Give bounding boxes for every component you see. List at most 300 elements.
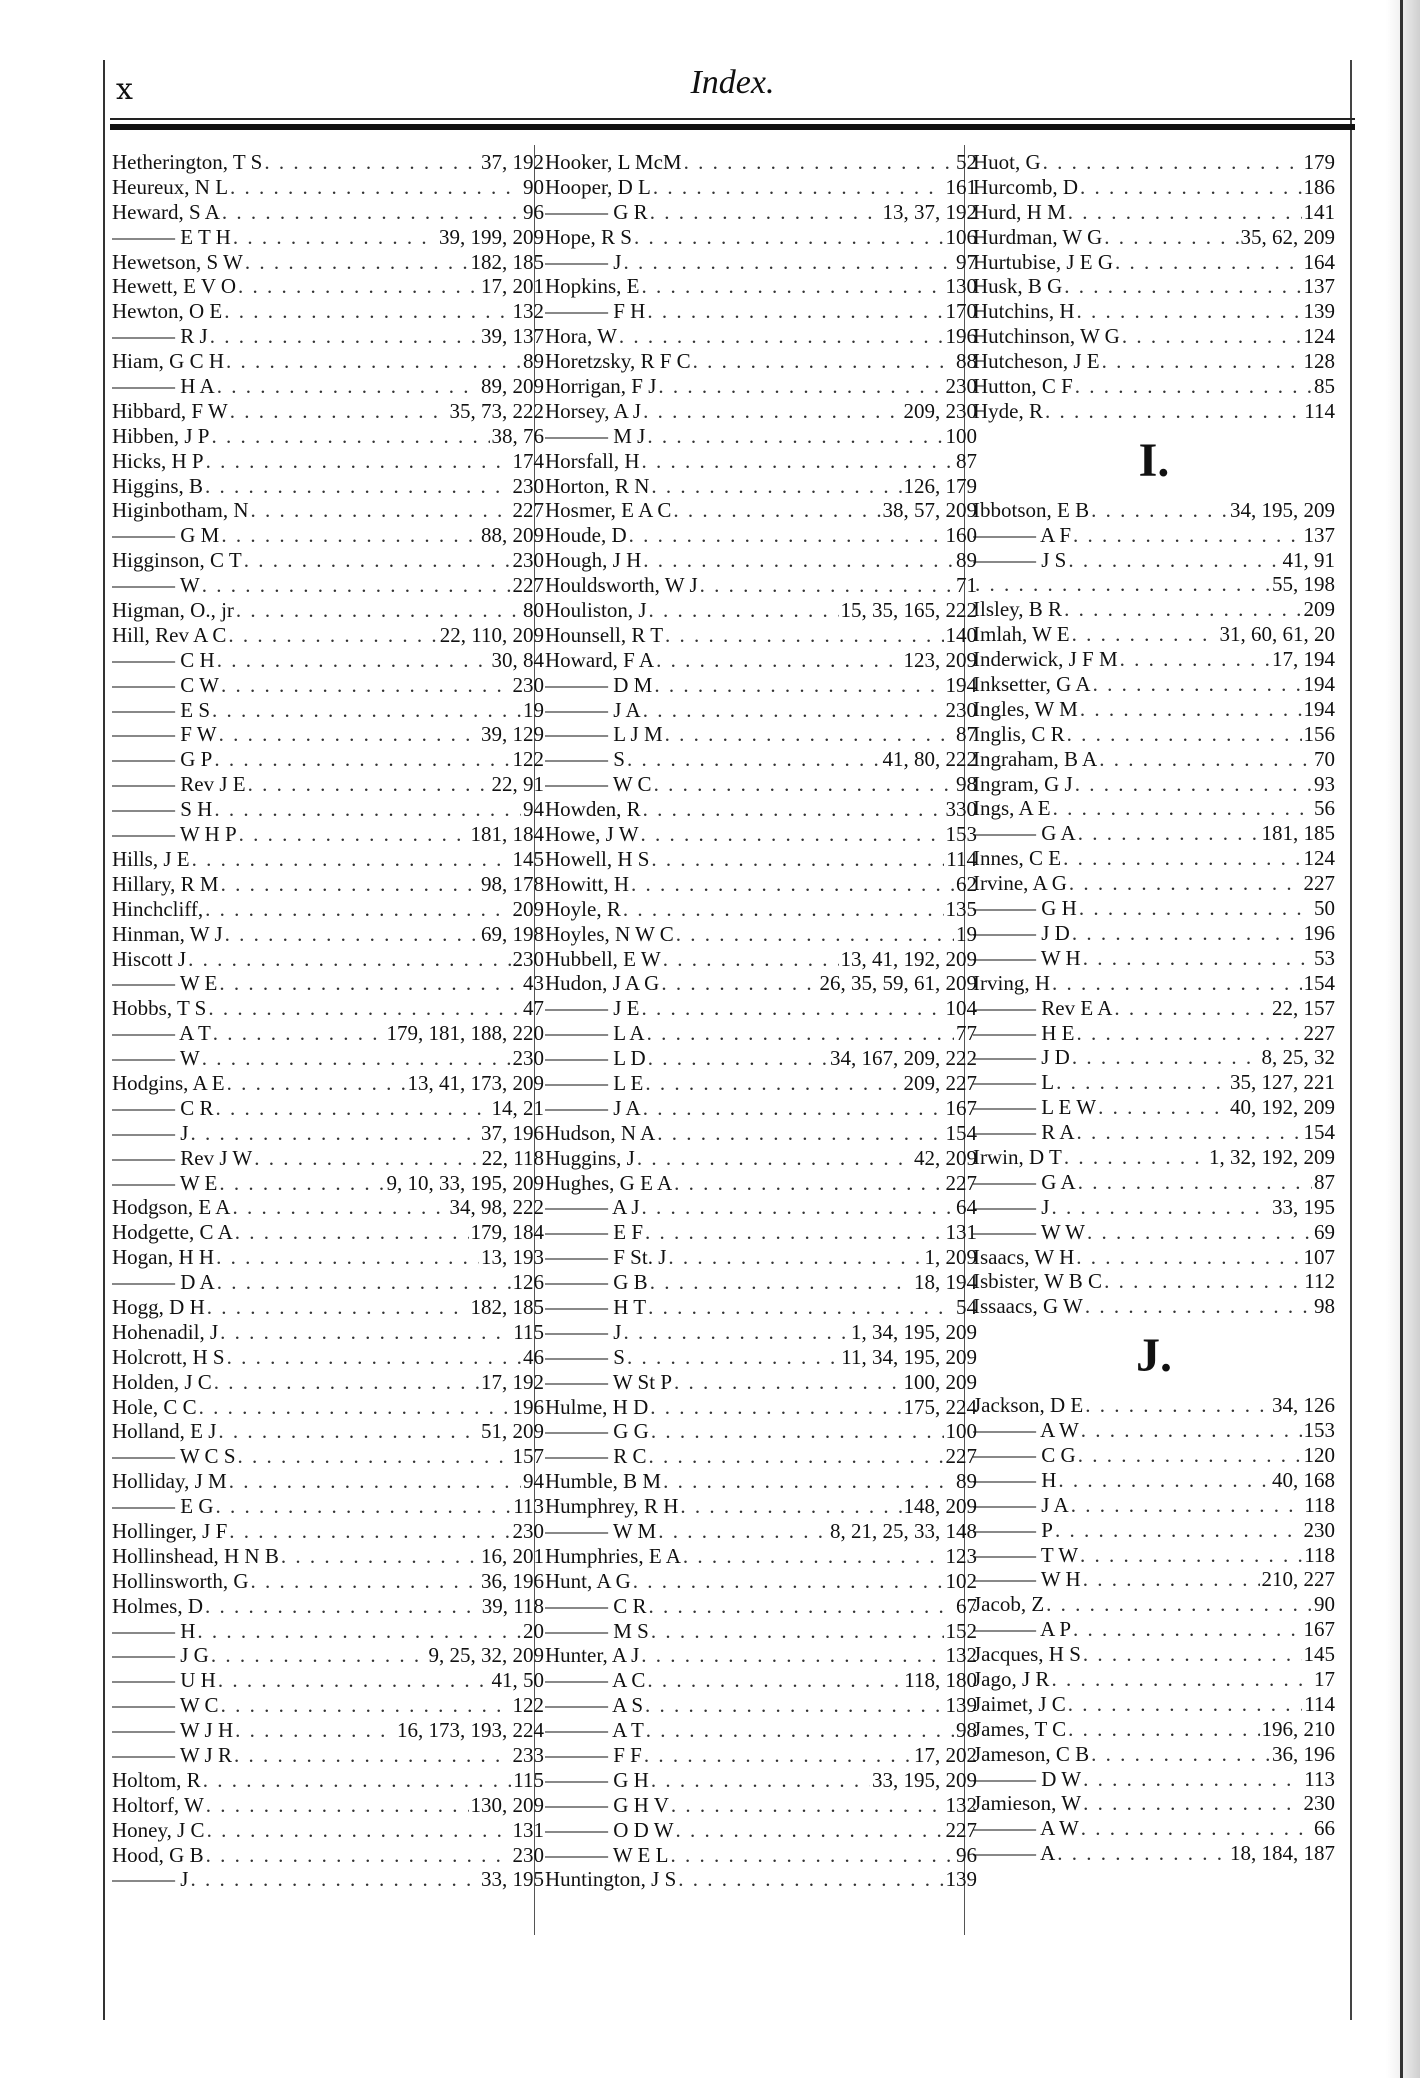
- entry-name: ——— G A: [973, 821, 1076, 846]
- entry-name: ——— E F: [545, 1220, 644, 1245]
- index-entry: [545, 1743, 977, 1768]
- entry-name: Hicks, H P: [112, 448, 204, 473]
- entry-pages: 115: [513, 1319, 544, 1344]
- dot-leader: [1072, 622, 1218, 647]
- dot-leader: [236, 598, 521, 623]
- dot-leader: [228, 623, 437, 648]
- entry-pages: 209, 227: [903, 1070, 977, 1095]
- dot-leader: [650, 1395, 901, 1420]
- entry-pages: 230: [512, 548, 544, 573]
- entry-pages: 34, 98, 222: [449, 1195, 544, 1220]
- entry-pages: 174: [512, 448, 544, 473]
- entry-pages: 33, 195, 209: [872, 1767, 977, 1792]
- entry-name: Hodgins, A E: [112, 1070, 225, 1095]
- dot-leader: [1063, 846, 1301, 871]
- dot-leader: [680, 1494, 901, 1519]
- index-entry: [973, 1220, 1335, 1245]
- entry-name: ——— F H: [545, 299, 646, 324]
- entry-pages: 9, 25, 32, 209: [428, 1643, 544, 1668]
- entry-name: Hetherington, T S: [112, 150, 263, 174]
- entry-name: ——— R J: [112, 324, 208, 349]
- entry-name: Houde, D: [545, 523, 627, 548]
- entry-name: Hooper, D L: [545, 174, 651, 199]
- entry-pages: 1, 209: [924, 1245, 977, 1270]
- entry-name: ——— J: [112, 1120, 189, 1145]
- entry-pages: 123, 209: [903, 647, 977, 672]
- entry-pages: 130, 209: [470, 1792, 544, 1817]
- entry-name: ——— H: [112, 1618, 196, 1643]
- entry-pages: 34, 195, 209: [1230, 497, 1335, 522]
- dot-leader: [641, 822, 944, 847]
- dot-leader: [653, 175, 944, 200]
- entry-name: Hillary, R M: [112, 871, 219, 896]
- index-entry: [545, 1469, 977, 1494]
- index-entry: [112, 722, 544, 747]
- dot-leader: [235, 1220, 469, 1245]
- entry-pages: 98: [956, 772, 977, 797]
- dot-leader: [643, 698, 944, 723]
- entry-pages: 90: [1314, 1592, 1335, 1617]
- entry-pages: 13, 41, 192, 209: [840, 946, 977, 971]
- index-entry: [973, 722, 1335, 747]
- dot-leader: [192, 847, 511, 872]
- entry-name: ——— D W: [973, 1766, 1082, 1791]
- dot-leader: [245, 250, 469, 275]
- dot-leader: [1068, 200, 1302, 225]
- dot-leader: [230, 175, 521, 200]
- index-entry: [545, 573, 977, 598]
- dot-leader: [1091, 498, 1228, 523]
- dot-leader: [1099, 747, 1312, 772]
- entry-name: Ibbotson, E B: [973, 497, 1090, 522]
- entry-pages: 167: [1303, 1617, 1335, 1642]
- index-entry: [545, 722, 977, 747]
- dot-leader: [1071, 1493, 1303, 1518]
- entry-pages: 88: [956, 349, 977, 374]
- entry-pages: 227: [512, 573, 544, 598]
- entry-pages: 170: [945, 299, 977, 324]
- index-entry: [112, 847, 544, 872]
- dot-leader: [649, 598, 839, 623]
- dot-leader: [665, 623, 943, 648]
- index-entry: [973, 1443, 1335, 1468]
- index-entry: [545, 996, 977, 1021]
- dot-leader: [658, 1519, 828, 1544]
- entry-pages: 227: [1303, 871, 1335, 896]
- dot-leader: [1052, 971, 1302, 996]
- dot-leader: [1081, 1418, 1302, 1443]
- entry-pages: 13, 37, 192: [882, 199, 977, 224]
- dot-leader: [208, 996, 521, 1021]
- index-entry: [545, 299, 977, 324]
- entry-name: Hoyle, R: [545, 896, 621, 921]
- dot-leader: [1064, 1145, 1207, 1170]
- entry-pages: 55, 198: [1272, 572, 1335, 597]
- dot-leader: [219, 971, 521, 996]
- entry-name: ——— J A: [545, 697, 641, 722]
- dot-leader: [643, 1096, 944, 1121]
- index-entry: [545, 1818, 977, 1843]
- dot-leader: [210, 324, 479, 349]
- entry-name: Holliday, J M: [112, 1469, 227, 1494]
- dot-leader: [654, 772, 954, 797]
- dot-leader: [1085, 1294, 1312, 1319]
- dot-leader: [684, 150, 954, 175]
- dot-leader: [205, 1594, 480, 1619]
- entry-pages: 43: [523, 971, 544, 996]
- entry-pages: 124: [1303, 846, 1335, 871]
- entry-name: Hill, Rev A C: [112, 622, 227, 647]
- entry-pages: 181, 185: [1261, 821, 1335, 846]
- entry-name: Huggins, J: [545, 1145, 635, 1170]
- dot-leader: [678, 1867, 943, 1892]
- dot-leader: [647, 424, 943, 449]
- index-entry: [545, 498, 977, 523]
- entry-name: ——— A F: [973, 522, 1072, 547]
- dot-leader: [221, 1693, 511, 1718]
- entry-name: Holcrott, H S: [112, 1344, 225, 1369]
- dot-leader: [668, 1245, 922, 1270]
- index-entry: [973, 1070, 1335, 1095]
- entry-pages: 154: [1303, 1120, 1335, 1145]
- index-entry: [545, 250, 977, 275]
- entry-name: Holmes, D: [112, 1593, 203, 1618]
- index-entry: [545, 897, 977, 922]
- entry-pages: 107: [1303, 1244, 1335, 1269]
- entry-name: Ilsley, B R: [973, 597, 1063, 622]
- dot-leader: [1079, 896, 1312, 921]
- entry-pages: 8, 25, 32: [1261, 1045, 1335, 1070]
- dot-leader: [199, 1395, 511, 1420]
- index-entry: [112, 673, 544, 698]
- entry-pages: 209, 230: [903, 398, 977, 423]
- index-entry: [545, 1444, 977, 1469]
- dot-leader: [643, 399, 901, 424]
- dot-leader: [665, 722, 954, 747]
- entry-name: ——— J: [112, 1867, 189, 1892]
- entry-name: ——— Rev J E: [112, 772, 246, 797]
- entry-name: Hiam, G C H: [112, 349, 224, 374]
- index-entry: [545, 822, 977, 847]
- dot-leader: [1068, 1692, 1303, 1717]
- entry-name: Howard, F A: [545, 647, 655, 672]
- page-edge-line: [1400, 0, 1403, 2078]
- index-entry: [973, 996, 1335, 1021]
- index-entry: [112, 449, 544, 474]
- entry-pages: 96: [956, 1842, 977, 1867]
- index-entry: [112, 947, 544, 972]
- index-entry: [973, 1567, 1335, 1592]
- entry-pages: 33, 195: [481, 1867, 544, 1892]
- index-entry: [545, 1519, 977, 1544]
- entry-pages: 17, 202: [914, 1743, 977, 1767]
- section-heading: J.: [1136, 1329, 1172, 1383]
- entry-pages: 15, 35, 165, 222: [840, 598, 977, 623]
- entry-pages: 186: [1303, 174, 1335, 199]
- entry-name: ——— J: [545, 1319, 622, 1344]
- index-entry: [545, 1021, 977, 1046]
- dot-leader: [674, 1370, 901, 1395]
- entry-pages: 182, 185: [470, 1294, 544, 1319]
- entry-name: ——— W E: [112, 1170, 218, 1195]
- entry-pages: 154: [1303, 970, 1335, 995]
- index-entry: [973, 971, 1335, 996]
- index-entry: [973, 349, 1335, 374]
- entry-name: ——— H E: [973, 1020, 1075, 1045]
- entry-name: Hodgette, C A: [112, 1220, 233, 1245]
- index-entry: [112, 1469, 544, 1494]
- dot-leader: [190, 1867, 479, 1892]
- dot-leader: [1102, 349, 1302, 374]
- entry-name: Hiscott J: [112, 946, 187, 971]
- dot-leader: [217, 1270, 511, 1295]
- index-entry: [973, 896, 1335, 921]
- entry-pages: 69: [1314, 1219, 1335, 1244]
- index-entry: [112, 1171, 544, 1196]
- dot-leader: [1083, 1767, 1302, 1792]
- entry-pages: 160: [945, 523, 977, 548]
- index-entry: [112, 349, 544, 374]
- index-entry: [973, 250, 1335, 275]
- dot-leader: [207, 1818, 511, 1843]
- index-entry: [112, 1818, 544, 1843]
- entry-name: Hogan, H H: [112, 1245, 215, 1270]
- entry-name: Humphries, E A: [545, 1543, 681, 1568]
- dot-leader: [1051, 1195, 1270, 1220]
- entry-name: Hurtubise, J E G: [973, 249, 1113, 274]
- index-entry: [112, 971, 544, 996]
- index-entry: [973, 498, 1335, 523]
- index-entry: [112, 1320, 544, 1345]
- dot-leader: [629, 523, 944, 548]
- index-entry: [973, 1095, 1335, 1120]
- index-entry: [545, 1345, 977, 1370]
- entry-pages: 114: [946, 846, 977, 871]
- entry-pages: 35, 127, 221: [1230, 1070, 1335, 1095]
- entry-name: Hounsell, R T: [545, 622, 664, 647]
- dot-leader: [1078, 821, 1260, 846]
- entry-pages: 132: [512, 299, 544, 324]
- entry-pages: 140: [945, 622, 977, 647]
- dot-leader: [207, 1295, 469, 1320]
- entry-name: ——— G H: [973, 896, 1077, 921]
- dot-leader: [1114, 996, 1270, 1021]
- entry-name: Hodgson, E A: [112, 1195, 231, 1220]
- dot-leader: [1073, 523, 1301, 548]
- entry-pages: 182, 185: [470, 249, 544, 274]
- index-entry: [973, 1592, 1335, 1617]
- dot-leader: [224, 299, 510, 324]
- index-entry: [112, 1046, 544, 1071]
- dot-leader: [645, 1071, 901, 1096]
- entry-pages: 179, 181, 188, 220: [386, 1021, 544, 1046]
- index-entry: [545, 1544, 977, 1569]
- index-entry: [112, 324, 544, 349]
- index-entry: [112, 1494, 544, 1519]
- entry-pages: 87: [1314, 1169, 1335, 1194]
- entry-pages: 233: [512, 1743, 544, 1767]
- entry-pages: 98: [956, 1718, 977, 1743]
- entry-name: Hutcheson, J E: [973, 349, 1100, 374]
- entry-name: ——— J A: [545, 1095, 641, 1120]
- dot-leader: [1057, 1841, 1228, 1866]
- entry-name: Huot, G: [973, 150, 1041, 174]
- entry-pages: 51, 209: [481, 1419, 544, 1444]
- dot-leader: [1080, 697, 1302, 722]
- entry-pages: 230: [945, 374, 977, 399]
- entry-pages: 94: [523, 1469, 544, 1494]
- entry-pages: 210, 227: [1261, 1567, 1335, 1592]
- dot-leader: [1072, 921, 1302, 946]
- entry-name: ——— A S: [545, 1693, 644, 1718]
- entry-pages: 230: [945, 697, 977, 722]
- entry-name: Jacob, Z: [973, 1592, 1045, 1617]
- index-entry: [973, 1841, 1335, 1866]
- dot-leader: [227, 1345, 521, 1370]
- dot-leader: [251, 498, 511, 523]
- index-column-3: [973, 150, 1335, 1930]
- entry-pages: 179, 184: [470, 1220, 544, 1245]
- index-entry: [545, 1419, 977, 1444]
- entry-pages: 156: [1303, 721, 1335, 746]
- entry-pages: 104: [945, 996, 977, 1021]
- entry-name: Hewett, E V O: [112, 274, 237, 299]
- entry-pages: 38, 57, 209: [882, 498, 977, 523]
- dot-leader: [1083, 1791, 1301, 1816]
- index-entry: [112, 374, 544, 399]
- dot-leader: [238, 1444, 511, 1469]
- entry-pages: 126: [512, 1270, 544, 1295]
- entry-pages: 70: [1314, 746, 1335, 771]
- index-column-1: [112, 150, 544, 1930]
- entry-pages: 230: [1303, 1517, 1335, 1542]
- index-entry: [112, 1419, 544, 1444]
- entry-name: Husk, B G: [973, 274, 1063, 299]
- index-entry: [112, 498, 544, 523]
- entry-pages: 209: [1303, 597, 1335, 622]
- index-entry: [545, 1619, 977, 1644]
- index-entry: [973, 299, 1335, 324]
- entry-name: ——— C G: [973, 1442, 1076, 1467]
- entry-name: ——— J D: [973, 1045, 1070, 1070]
- dot-leader: [642, 1195, 954, 1220]
- index-entry: [112, 274, 544, 299]
- entry-pages: 40, 168: [1272, 1467, 1335, 1492]
- dot-leader: [647, 1021, 954, 1046]
- index-entry: [545, 648, 977, 673]
- entry-pages: 230: [512, 1842, 544, 1867]
- entry-pages: 227: [945, 1170, 977, 1195]
- entry-name: Hewton, O E: [112, 299, 223, 324]
- index-entry: [973, 572, 1335, 597]
- dot-leader: [627, 747, 881, 772]
- index-entry: [545, 1395, 977, 1420]
- entry-name: Isbister, W B C: [973, 1269, 1103, 1294]
- index-entry: [545, 1096, 977, 1121]
- index-entry: [112, 648, 544, 673]
- entry-pages: 157: [512, 1444, 544, 1469]
- entry-name: ——— D M: [545, 672, 653, 697]
- entry-name: ——— G H: [545, 1767, 649, 1792]
- entry-name: Hooker, L McM: [545, 150, 682, 174]
- entry-pages: 153: [945, 822, 977, 847]
- index-entry: [545, 872, 977, 897]
- index-entry: [545, 399, 977, 424]
- entry-name: ——— G B: [545, 1270, 648, 1295]
- entry-pages: 113: [513, 1494, 544, 1519]
- index-entry: [112, 872, 544, 897]
- index-entry: [545, 1071, 977, 1096]
- dot-leader: [644, 1743, 912, 1768]
- index-entry: [112, 548, 544, 573]
- index-entry: [973, 1667, 1335, 1692]
- dot-leader: [230, 399, 448, 424]
- dot-leader: [1122, 324, 1302, 349]
- entry-name: ——— S: [545, 1344, 625, 1369]
- dot-leader: [670, 1843, 954, 1868]
- index-entry: [545, 1569, 977, 1594]
- entry-pages: 128: [1303, 349, 1335, 374]
- dot-leader: [645, 1220, 943, 1245]
- entry-pages: 69, 198: [481, 921, 544, 946]
- entry-name: ——— S H: [112, 797, 213, 822]
- index-entry: [112, 1693, 544, 1718]
- index-entry: [545, 847, 977, 872]
- index-entry: [112, 897, 544, 922]
- entry-pages: 131: [512, 1817, 544, 1842]
- entry-pages: 230: [1303, 1791, 1335, 1816]
- entry-pages: 64: [956, 1195, 977, 1220]
- index-entry: [545, 1793, 977, 1818]
- index-entry: [545, 1370, 977, 1395]
- entry-pages: 11, 34, 195, 209: [841, 1344, 977, 1369]
- entry-name: Horetzsky, R F C: [545, 349, 691, 374]
- index-entry: [545, 1171, 977, 1196]
- entry-name: Houldsworth, W J: [545, 573, 698, 598]
- entry-pages: 42, 209: [914, 1145, 977, 1170]
- entry-pages: 34, 126: [1272, 1393, 1335, 1418]
- entry-pages: 67: [956, 1593, 977, 1618]
- entry-name: Horsey, A J: [545, 398, 642, 423]
- entry-pages: 36, 196: [481, 1568, 544, 1593]
- index-entry: [545, 1668, 977, 1693]
- entry-pages: 230: [512, 946, 544, 971]
- entry-pages: 106: [945, 224, 977, 249]
- dot-leader: [1080, 175, 1302, 200]
- entry-name: James, T C: [973, 1716, 1067, 1741]
- entry-name: ——— A C: [545, 1668, 646, 1693]
- index-entry: [545, 324, 977, 349]
- dot-leader: [650, 200, 881, 225]
- entry-name: Humphrey, R H: [545, 1494, 679, 1519]
- index-entry: [973, 1543, 1335, 1568]
- entry-pages: 115: [513, 1767, 544, 1792]
- index-entry: [973, 1170, 1335, 1195]
- dot-leader: [623, 897, 944, 922]
- dot-leader: [674, 1171, 943, 1196]
- dot-leader: [1075, 772, 1312, 797]
- entry-pages: 62: [956, 871, 977, 896]
- index-entry: [973, 1021, 1335, 1046]
- index-entry: [545, 1245, 977, 1270]
- index-entry: [112, 1444, 544, 1469]
- entry-name: Hosmer, E A C: [545, 498, 672, 523]
- index-entry: [973, 647, 1335, 672]
- entry-pages: 71: [956, 573, 977, 598]
- entry-name: Hutchins, H: [973, 299, 1075, 324]
- entry-name: Howden, R: [545, 797, 641, 822]
- entry-pages: 139: [945, 1693, 977, 1718]
